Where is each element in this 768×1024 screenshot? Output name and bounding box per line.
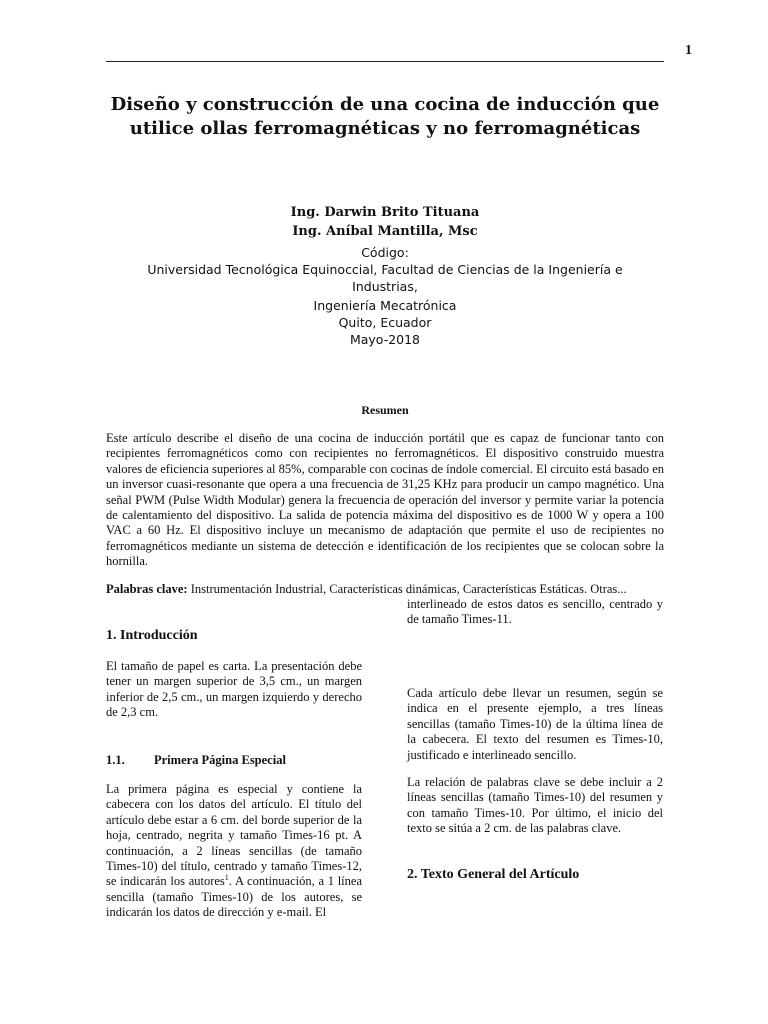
subsection-title: Primera Página Especial xyxy=(154,753,286,767)
author-1: Ing. Darwin Brito Tituana xyxy=(290,205,480,220)
affiliation-date: Mayo-2018 xyxy=(349,332,421,347)
abstract-heading: Resumen xyxy=(361,403,409,417)
abstract-rules-paragraph: Cada artículo debe llevar un resumen, según se indica en el presente ejemplo, a tres líneas sencillas (tamaño Times-10) de la última línea de la cabecera. El texto del resumen es Times-10, justificado e interlineado sencillo. xyxy=(407,686,663,762)
continuation-paragraph: interlineado de estos datos es sencillo, centrado y de tamaño Times-11. xyxy=(407,597,663,627)
section-2-heading: 2. Texto General del Artículo xyxy=(407,867,580,882)
keywords-label: Palabras clave: xyxy=(106,582,188,596)
header-rule xyxy=(106,61,664,62)
author-2: Ing. Aníbal Mantilla, Msc xyxy=(292,224,478,239)
page-number: 1 xyxy=(685,43,692,58)
section-1-heading: 1. Introducción xyxy=(106,628,198,643)
first-page-paragraph-b: . A continuación, a 1 línea sencilla (tamaño Times-10) de los autores, se indicarán los datos de dirección y e-mail. El xyxy=(106,874,362,920)
first-page-paragraph xyxy=(106,782,362,921)
subsection-1-1-heading xyxy=(106,751,362,769)
affiliation-university-line2: Industrias, xyxy=(352,279,418,294)
affiliation-program: Ingeniería Mecatrónica xyxy=(313,298,457,313)
affiliation-location: Quito, Ecuador xyxy=(338,315,432,330)
intro-paragraph: El tamaño de papel es carta. La presentación debe tener un margen superior de 3,5 cm., un margen inferior de 2,5 cm., un margen izquierdo y derecho de 2,3 cm. xyxy=(106,659,362,720)
affiliation-university-line1: Universidad Tecnológica Equinoccial, Facultad de Ciencias de la Ingeniería e xyxy=(147,262,623,277)
first-page-paragraph-a: La primera página es especial y contiene la cabecera con los datos del artículo. El título del artículo debe estar a 6 cm. del borde superior de la hoja, centrado, negrita y tamaño Times-16 pt. A continuación, a 2 líneas sencillas (de tamaño Times-10) del título, centrado y tamaño Times-12, se indicarán los autores xyxy=(106,782,362,889)
keywords-text: Instrumentación Industrial, Características dinámicas, Características Estáticas. Otras... xyxy=(190,582,627,596)
footnote-mark: 1 xyxy=(224,873,229,883)
affiliation-code: Código: xyxy=(361,245,409,260)
abstract-text: Este artículo describe el diseño de una cocina de inducción portátil que es capaz de funcionar tanto con recipientes ferromagnéticos como con recipientes no ferromagnéticos. El dispositivo construido muestra valores de eficiencia superiores al 85%, comparable con cocinas de índole comercial. El circuito está basado en un inversor cuasi-resonante que opera a una frecuencia de 31,25 KHz para producir un campo magnético. Una señal PWM (Pulse Width Modular) genera la frecuencia de operación del inversor y permite variar la potencia de calentamiento del dispositivo. La salida de potencia máxima del dispositivo es de 1000 W y opera a 100 VAC a 60 Hz. El dispositivo incluye un mecanismo de adaptación que permite el uso de recipientes no ferromagnéticos mediante un sistema de detección e identificación de los recipientes que se colocan sobre la hornilla. xyxy=(106,431,664,569)
paper-title: Diseño y construcción de una cocina de inducción que utilice ollas ferromagnéticas y no ferromagnéticas xyxy=(110,94,660,139)
keywords-rules-paragraph: La relación de palabras clave se debe incluir a 2 líneas sencillas (tamaño Times-10) del resumen y con tamaño Times-10. Por último, el inicio del texto se sitúa a 2 cm. de las palabras clave. xyxy=(407,775,663,836)
subsection-number: 1.1. xyxy=(106,753,125,767)
keywords-line xyxy=(106,582,666,597)
